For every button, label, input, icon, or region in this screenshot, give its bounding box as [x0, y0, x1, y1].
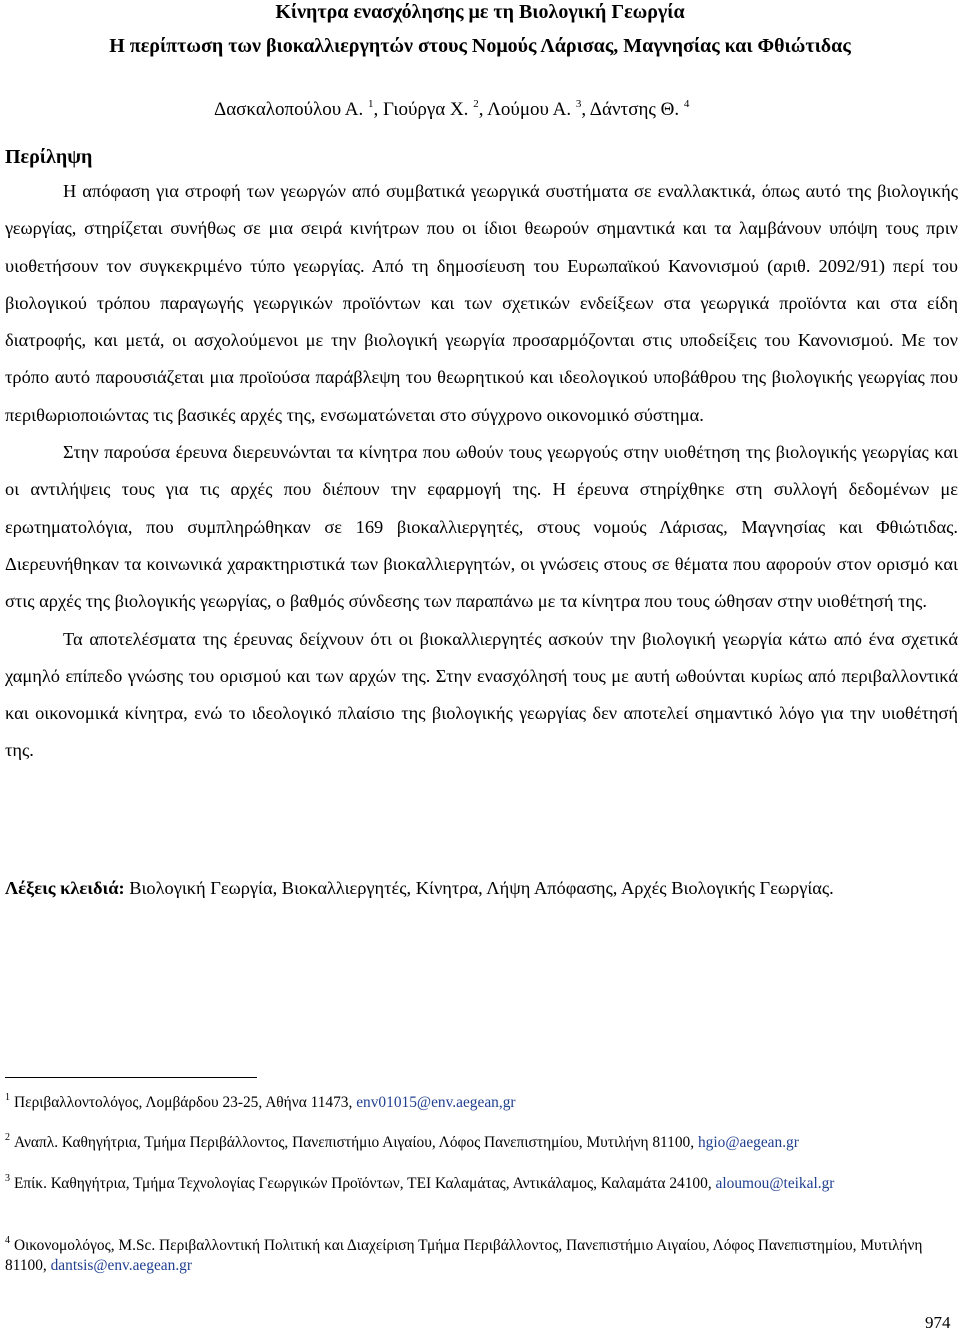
keywords [5, 870, 958, 907]
author-list [214, 92, 689, 122]
keywords-label: Λέξεις κλειδιά: [5, 878, 125, 898]
footnote [5, 1128, 945, 1153]
author-separator: , [478, 99, 488, 120]
abstract-paragraph: Τα αποτελέσματα της έρευνας δείχνουν ότι οι βιοκαλλιεργητές ασκούν την βιολογική γεωργία κάτω από ένα σχετικά χαμηλό επίπεδο γνώσης του ορισμού και των αρχών της. Στην ενασχόλησή τους με αυτή ωθούνται κυρίως από περιβαλλοντικά και οικονομικά κίνητρα, ενώ το ιδεολογικό πλαίσιο της βιολογικής γεωργίας δεν αποτελεί σημαντικό λόγο για την υιοθέτησή της. [5, 628, 958, 761]
footnote [5, 1088, 945, 1113]
author-separator: , [581, 99, 590, 120]
paper-title: Κίνητρα ενασχόλησης με τη Βιολογική Γεωργία [275, 1, 685, 23]
author-affiliation-mark[interactable]: 3 [575, 98, 582, 110]
footnote-text: Αναπλ. Καθηγήτρια, Τμήμα Περιβάλλοντος, Πανεπιστήμιο Αιγαίου, Λόφος Πανεπιστημίου, Μυτιλήνη 81100, [14, 1134, 698, 1151]
footnote [5, 1231, 945, 1276]
keywords-text: Βιολογική Γεωργία, Βιοκαλλιεργητές, Κίνητρα, Λήψη Απόφασης, Αρχές Βιολογικής Γεωργίας. [124, 878, 834, 898]
author-separator: , [373, 99, 384, 120]
abstract-paragraph: Η απόφαση για στροφή των γεωργών από συμβατικά γεωργικά συστήματα σε εναλλακτικά, όπως αυτό της βιολογικής γεωργίας, στηρίζεται συνήθως σε μια σειρά κινήτρων που οι ίδιοι θεωρούν σημαντικά και τα λαμβάνουν υπόψη τους πριν υιοθετήσουν τον συγκεκριμένο τύπο γεωργίας. Από τη δημοσίευση του Ευρωπαϊκού Κανονισμού (αριθ. 2092/91) περί του βιολογικού τρόπου παραγωγής γεωργικών προϊόντων και των σχετικών ενδείξεων στα γεωργικά προϊόντα και στα είδη διατροφής, και μετά, οι ασχολούμενοι με την βιολογική γεωργία προσαρμόζονται στις υποδείξεις του Κανονισμού. Με τον τρόπο αυτό παρουσιάζεται μια προϊούσα παράβλεψη του θεωρητικού και ιδεολογικού υποβάθρου της βιολογικής γεωργίας που περιθωριοποιώντας τις βασικές αρχές της, ενσωματώνεται στο σύγχρονο οικονομικό σύστημα. [5, 181, 958, 425]
footnote-text: Οικονομολόγος, M.Sc. Περιβαλλοντική Πολιτική και Διαχείριση Τμήμα Περιβάλλοντος, Πανεπιστήμιο Αιγαίου, Λόφος Πανεπιστημίου, Μυτιλήνη 81100, [5, 1237, 923, 1274]
author-affiliation-mark[interactable]: 2 [473, 98, 479, 110]
footnote-mark: 1 [5, 1092, 10, 1103]
footnote-mark: 3 [5, 1173, 10, 1184]
abstract-heading: Περίληψη [5, 146, 93, 168]
paper-subtitle: Η περίπτωση των βιοκαλλιεργητών στους Νομούς Λάρισας, Μαγνησίας και Φθιώτιδας [109, 35, 851, 57]
footnote-email-link[interactable]: hgio@aegean.gr [697, 1134, 799, 1151]
author-name: Γιούργα Χ. [383, 99, 469, 120]
footnote-email-link[interactable]: env01015@env.aegean,gr [356, 1094, 516, 1111]
footnote-mark: 2 [5, 1132, 10, 1143]
abstract-body [5, 173, 958, 770]
footnote-email-link[interactable]: dantsis@env.aegean.gr [50, 1257, 192, 1274]
footnote-divider [5, 1077, 257, 1078]
footnote-text: Επίκ. Καθηγήτρια, Τμήμα Τεχνολογίας Γεωργικών Προϊόντων, ΤΕΙ Καλαμάτας, Αντικάλαμος, Καλαμάτα 24100, [14, 1175, 716, 1192]
author-affiliation-mark[interactable]: 1 [368, 98, 374, 110]
author-name: Λούμου Α. [487, 99, 572, 120]
page-number: 974 [925, 1313, 951, 1332]
author-affiliation-mark[interactable]: 4 [683, 98, 690, 110]
abstract-paragraph: Στην παρούσα έρευνα διερευνώνται τα κίνητρα που ωθούν τους γεωργούς στην υιοθέτηση της βιολογικής γεωργίας και οι αντιλήψεις τους για τις αρχές που διέπουν την εφαρμογή της. Η έρευνα στηρίχθηκε στη συλλογή δεδομένων με ερωτηματολόγια, που συμπληρώθηκαν σε 169 βιοκαλλιεργητές, στους νομούς Λάρισας, Μαγνησίας και Φθιώτιδας. Διερευνήθηκαν τα κοινωνικά χαρακτηριστικά των βιοκαλλιεργητών, οι γνώσεις στους σε θέματα που αφορούν στον ορισμό και στις αρχές της βιολογικής γεωργίας, ο βαθμός σύνδεσης των παραπάνω με τα κίνητρα που τους ώθησαν στην υιοθέτησή της. [5, 442, 958, 612]
footnote-email-link[interactable]: aloumou@teikal.gr [715, 1175, 835, 1192]
author-name: Δασκαλοπούλου Α. [214, 99, 364, 120]
footnote-mark: 4 [5, 1235, 10, 1246]
footnote [5, 1169, 945, 1194]
author-name: Δάντσης Θ. [589, 99, 680, 120]
footnote-text: Περιβαλλοντολόγος, Λομβάρδου 23-25, Αθήνα 11473, [14, 1094, 357, 1111]
